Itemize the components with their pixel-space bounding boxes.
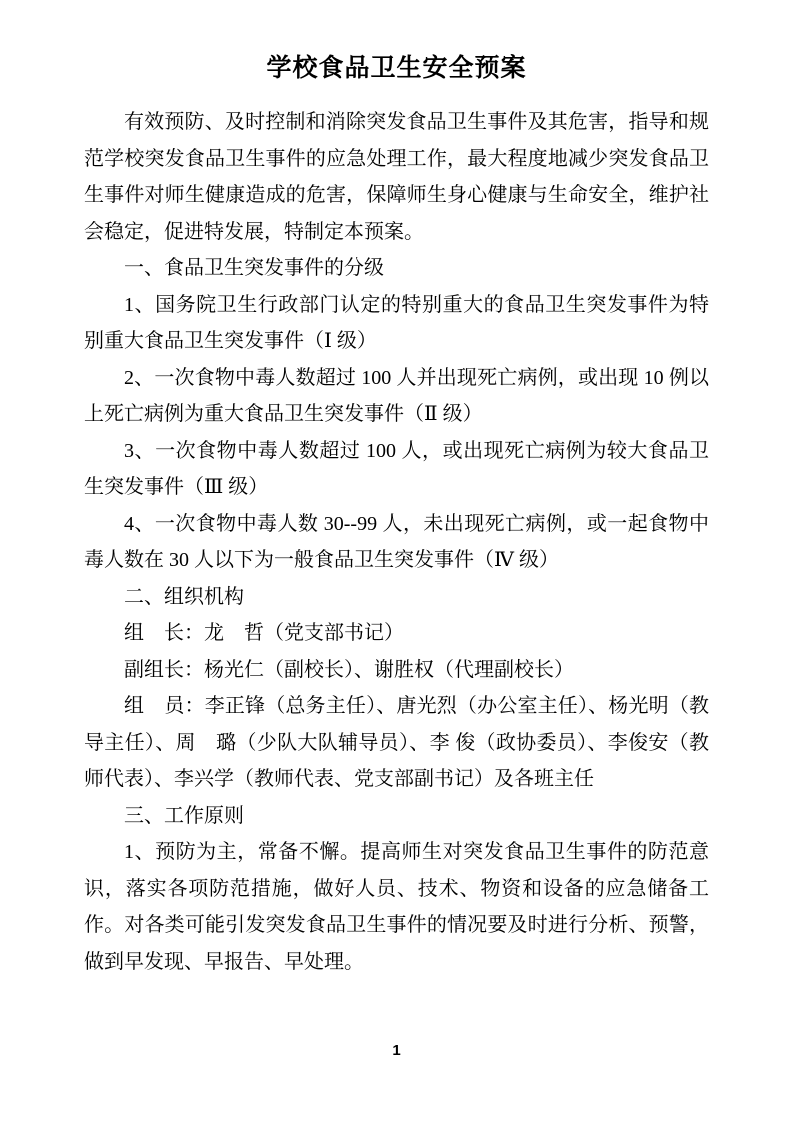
level-2-classification: 2、一次食物中毒人数超过 100 人并出现死亡病例，或出现 10 例以上死亡病例为重大食品卫生突发事件（Ⅱ 级） <box>84 366 709 425</box>
section-2-heading: 二、组织机构 <box>124 585 244 608</box>
level-1-classification: 1、国务院卫生行政部门认定的特别重大的食品卫生突发事件为特别重大食品卫生突发事件（Ⅰ 级） <box>84 293 709 352</box>
deputy-leader-line: 副组长：杨光仁（副校长）、谢胜权（代理副校长） <box>124 658 574 681</box>
section-1-heading: 一、食品卫生突发事件的分级 <box>124 257 384 279</box>
principle-1-paragraph: 1、预防为主，常备不懈。提高师生对突发食品卫生事件的防范意识，落实各项防范措施，做好人员、技术、物资和设备的应急储备工作。对各类可能引发突发食品卫生事件的情况要及时进行分析、预警，做到早发现、早报告、早处理。 <box>84 841 709 973</box>
team-leader-line: 组 长：龙 哲（党支部书记） <box>124 622 404 644</box>
document-title: 学校食品卫生安全预案 <box>266 55 527 82</box>
team-members-line: 组 员：李正锋（总务主任）、唐光烈（办公室主任）、杨光明（教导主任）、周 璐（少队大队辅导员）、李 俊（政协委员）、李俊安（教师代表）、李兴学（教师代表、党支部副书记）及各班主任 <box>84 695 709 790</box>
intro-paragraph: 有效预防、及时控制和消除突发食品卫生事件及其危害，指导和规范学校突发食品卫生事件的应急处理工作，最大程度地减少突发食品卫生事件对师生健康造成的危害，保障师生身心健康与生命安全，维护社会稳定，促进特发展，特制定本预案。 <box>84 111 709 243</box>
level-3-classification: 3、一次食物中毒人数超过 100 人，或出现死亡病例为较大食品卫生突发事件（Ⅲ 级） <box>84 439 709 498</box>
level-4-classification: 4、一次食物中毒人数 30--99 人，未出现死亡病例，或一起食物中毒人数在 30 人以下为一般食品卫生突发事件（Ⅳ 级） <box>84 512 709 571</box>
page-number: 1 <box>392 1042 401 1059</box>
section-3-heading: 三、工作原则 <box>124 804 244 827</box>
page-footer <box>0 1042 793 1060</box>
